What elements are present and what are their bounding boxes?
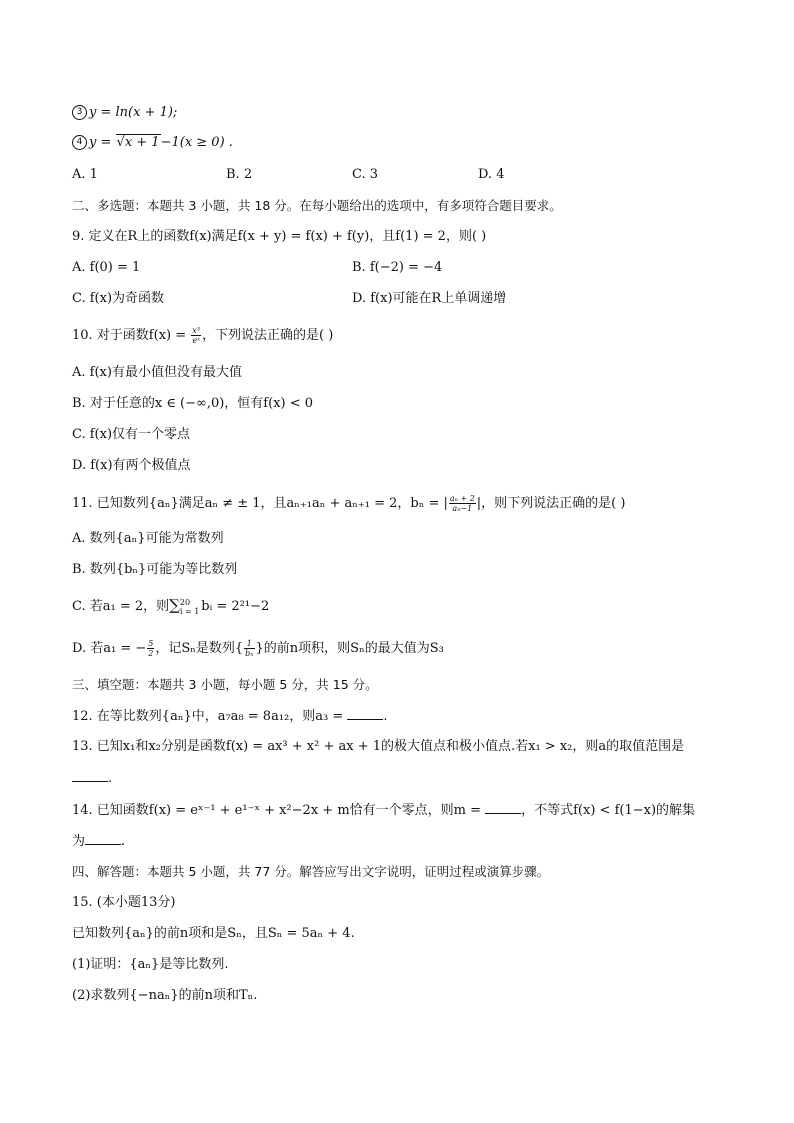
- option-c[interactable]: [72, 596, 269, 616]
- fraction: $\frac{\text{aₙ + 2}}{\text{aₙ−1}}$: [449, 494, 475, 513]
- fraction: $\frac{\text{x³}}{\text{eˣ}}$: [192, 326, 200, 345]
- option-d[interactable]: D. f(x)可能在R上单调递增: [352, 291, 507, 306]
- item-3: [72, 104, 177, 122]
- question-13-answer-line: [72, 769, 112, 788]
- option-d[interactable]: [72, 639, 444, 658]
- item-expr: y = ln(x + 1);: [89, 105, 178, 120]
- item-expr-post: −1(x ≥ 0) .: [160, 135, 233, 150]
- item-4: [72, 134, 233, 152]
- option-c[interactable]: C. f(x)为奇函数: [72, 291, 165, 306]
- option-b[interactable]: B. f(−2) = −4: [352, 260, 443, 275]
- item-marker: 3: [72, 105, 87, 120]
- question-15-part-2: (2)求数列{−naₙ}的前n项和Tₙ.: [72, 988, 258, 1003]
- option-d[interactable]: D. f(x)有两个极值点: [72, 458, 191, 473]
- answer-blank[interactable]: [347, 707, 383, 720]
- option-d-mid: ，记Sₙ是数列{: [155, 641, 244, 656]
- question-15-part-1: (1)证明：{aₙ}是等比数列.: [72, 957, 229, 972]
- question-12: [72, 707, 388, 726]
- answer-blank[interactable]: [72, 769, 108, 782]
- option-c[interactable]: C. f(x)仅有一个零点: [72, 427, 191, 442]
- stem-post: |，则下列说法正确的是( ): [476, 496, 626, 511]
- option-a[interactable]: A. f(x)有最小值但没有最大值: [72, 365, 242, 380]
- stem-end: .: [121, 834, 126, 849]
- answer-blank[interactable]: [85, 832, 121, 845]
- option-d-post: }的前n项积，则Sₙ的最大值为S₃: [255, 641, 444, 656]
- stem-line2: 为: [72, 834, 86, 849]
- answer-blank[interactable]: [485, 801, 521, 814]
- summation-sign: ∑: [169, 596, 180, 614]
- fraction: $\frac{1}{\text{bₙ}}$: [245, 639, 254, 658]
- question-10-stem: [72, 326, 333, 345]
- stem-pre: 11. 已知数列{aₙ}满足aₙ ≠ ± 1，且aₙ₊₁aₙ + aₙ₊₁ = 2，bₙ = |: [72, 496, 448, 511]
- option-a[interactable]: A. f(0) = 1: [72, 260, 141, 275]
- option-b[interactable]: B. 对于任意的x ∈ (−∞,0)，恒有f(x) < 0: [72, 396, 314, 411]
- question-13-stem: 13. 已知x₁和x₂分别是函数f(x) = ax³ + x² + ax + 1的极大值点和极小值点.若x₁ > x₂，则a的取值范围是: [72, 739, 685, 754]
- stem-post: ，下列说法正确的是( ): [201, 328, 334, 343]
- option-b[interactable]: B. 2: [226, 167, 253, 182]
- option-d-pre: D. 若a₁ = −: [72, 641, 147, 656]
- sqrt-radicand: √x + 1: [116, 135, 160, 150]
- stem-end: .: [108, 771, 113, 786]
- stem: 12. 在等比数列{aₙ}中，a₇a₈ = 8a₁₂，则a₃ =: [72, 709, 348, 724]
- option-c[interactable]: C. 3: [352, 167, 379, 182]
- question-9-stem: 9. 定义在R上的函数f(x)满足f(x + y) = f(x) + f(y)，且f(1) = 2，则( ): [72, 229, 487, 244]
- stem-pre: 10. 对于函数f(x) =: [72, 328, 191, 343]
- stem: 14. 已知函数f(x) = eˣ⁻¹ + e¹⁻ˣ + x²−2x + m恰有一个零点，则m =: [72, 803, 486, 818]
- question-11-stem: [72, 494, 625, 513]
- option-c-post: bᵢ = 2²¹−2: [201, 599, 270, 614]
- stem-end: .: [383, 709, 388, 724]
- question-14: [72, 801, 695, 820]
- item-marker: 4: [72, 135, 87, 150]
- summation-limits: 20 i = 1: [179, 597, 200, 616]
- stem-mid: ，不等式f(x) < f(1−x)的解集: [521, 803, 696, 818]
- option-b[interactable]: B. 数列{bₙ}可能为等比数列: [72, 562, 238, 577]
- item-expr-pre: y =: [89, 135, 116, 150]
- section-heading-solutions: 四、解答题：本题共 5 小题，共 77 分。解答应写出文字说明，证明过程或演算步骤。: [72, 864, 550, 879]
- option-d[interactable]: D. 4: [478, 167, 505, 182]
- section-heading-multiple-choice: 二、多选题：本题共 3 小题，共 18 分。在每小题给出的选项中，有多项符合题目要求。: [72, 198, 562, 213]
- question-15-title: 15. (本小题13分): [72, 895, 176, 910]
- option-a[interactable]: A. 数列{aₙ}可能为常数列: [72, 531, 224, 546]
- fraction: $\frac{5}{2}$: [148, 639, 154, 658]
- option-c-pre: C. 若a₁ = 2，则: [72, 599, 170, 614]
- option-a[interactable]: A. 1: [72, 167, 98, 182]
- section-heading-fill-in: 三、填空题：本题共 3 小题，每小题 5 分，共 15 分。: [72, 677, 378, 692]
- question-15-stem: 已知数列{aₙ}的前n项和是Sₙ，且Sₙ = 5aₙ + 4.: [72, 926, 355, 941]
- question-14-line2: [72, 832, 125, 851]
